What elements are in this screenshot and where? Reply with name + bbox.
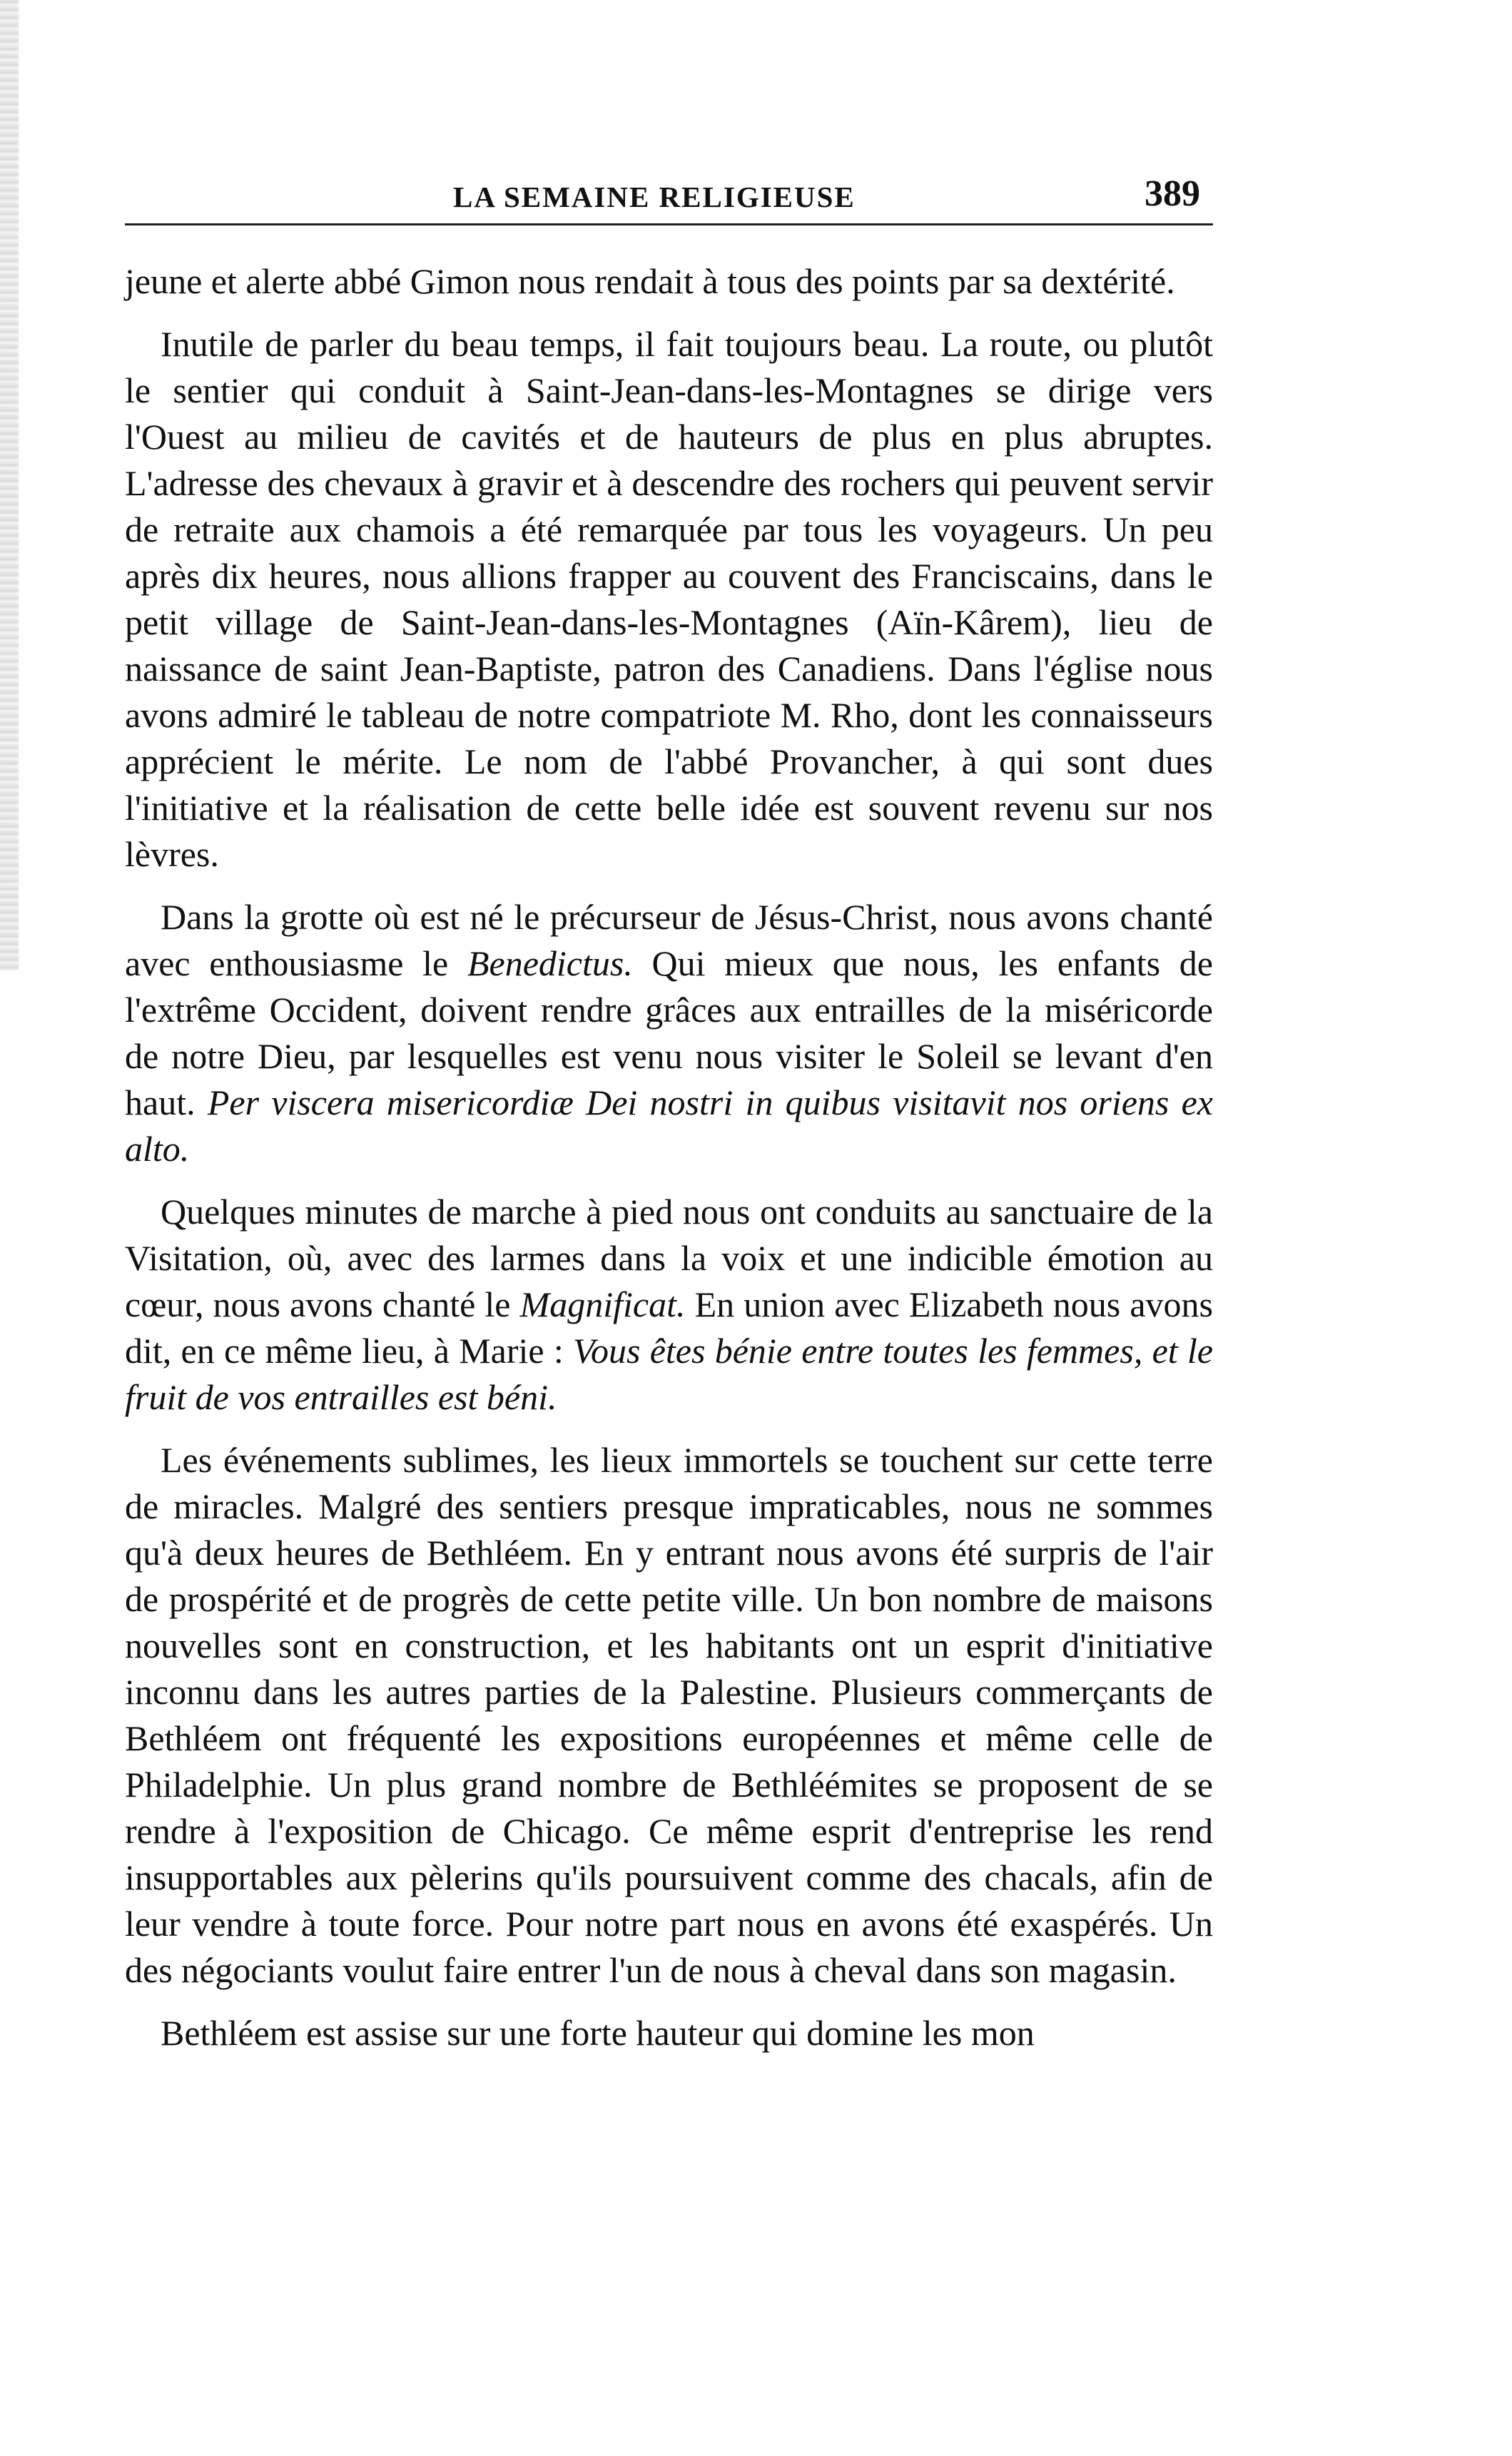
body-text — [125, 258, 1213, 2056]
paragraph-grotte — [125, 894, 1213, 1172]
running-title: LA SEMAINE RELIGIEUSE — [453, 181, 856, 213]
latin-quotation: Per viscera misericordiæ Dei nostri in quibus visitavit nos oriens ex alto. — [125, 1082, 1214, 1169]
paragraph-continuation — [125, 258, 1213, 305]
latin-title-magnificat: Magnificat. — [519, 1284, 686, 1324]
paragraph-continued — [125, 2010, 1213, 2056]
paragraph-text: Quelques minutes de marche à pied nous ont conduits au sanctuaire de la Visitation, où, avec des larmes dans la voix et une indicible émotion au cœur, nous avons chanté le — [125, 1192, 1213, 1324]
header-rule — [125, 223, 1213, 225]
paragraph-visitation — [125, 1189, 1213, 1421]
paragraph-text: Les événements sublimes, les lieux immortels se touchent sur cette terre de miracles. Malgré des sentiers presque impraticables, nous ne sommes qu'à deux heures de Bethléem. En y entrant nous avons été surpris de l'air de prospérité et de progrès de cette petite ville. Un bon nombre de maisons nouvelles sont en construction, et les habitants ont un esprit d'initiative inconnu dans les autres parties de la Palestine. Plusieurs commerçants de Bethléem ont fréquenté les expositions européennes et même celle de Philadelphie. Un plus grand nombre de Bethléémites se proposent de se rendre à l'exposition de Chicago. Ce même esprit d'entreprise les rend insupportables aux pèlerins qu'ils poursuivent comme des chacals, afin de leur vendre à toute force. Pour notre part nous en avons été exaspérés. Un des négociants voulut faire entrer l'un de nous à cheval dans son magasin. — [125, 1440, 1213, 1990]
latin-title-benedictus: Benedictus. — [467, 943, 633, 983]
page-number: 389 — [1145, 173, 1200, 214]
paragraph-bethleem — [125, 1437, 1213, 1994]
paragraph-saint-jean — [125, 321, 1213, 878]
scanned-page-edge — [0, 0, 19, 970]
paragraph-text: Inutile de parler du beau temps, il fait toujours beau. La route, ou plutôt le sentier qui conduit à Saint-Jean-dans-les-Montagnes se dirige vers l'Ouest au milieu de cavités et de hauteurs de plus en plus abruptes. L'adresse des chevaux à gravir et à descendre des rochers qui peuvent servir de retraite aux chamois a été remarquée par tous les voyageurs. Un peu après dix heures, nous allions frapper au couvent des Franciscains, dans le petit village de Saint-Jean-dans-les-Montagnes (Aïn-Kârem), lieu de naissance de saint Jean-Baptiste, patron des Canadiens. Dans l'église nous avons admiré le tableau de notre compatriote M. Rho, dont les connaisseurs apprécient le mérite. Le nom de l'abbé Provancher, à qui sont dues l'initiative et la réalisation de cette belle idée est souvent revenu sur nos lèvres. — [125, 324, 1213, 874]
paragraph-text: Bethléem est assise sur une forte hauteur qui domine les mon — [161, 2013, 1035, 2053]
paragraph-text: jeune et alerte abbé Gimon nous rendait à tous des points par sa dextérité. — [125, 261, 1175, 301]
page-header — [125, 170, 1213, 227]
paragraph-text: En union avec Elizabeth nous avons dit, en ce même lieu, à Marie : — [125, 1284, 1213, 1371]
paragraph-text: Dans la grotte où est né le précurseur de Jésus-Christ, nous avons chanté avec enthousiasme le — [125, 897, 1213, 983]
italic-quotation: Vous êtes bénie entre toutes les femmes, et le fruit de vos entrailles est béni. — [125, 1331, 1213, 1417]
paragraph-text: Qui mieux que nous, les enfants de l'extrême Occident, doivent rendre grâces aux entrailles de la miséricorde de notre Dieu, par lesquelles est venu nous visiter le Soleil se levant d'en haut. — [125, 943, 1213, 1122]
